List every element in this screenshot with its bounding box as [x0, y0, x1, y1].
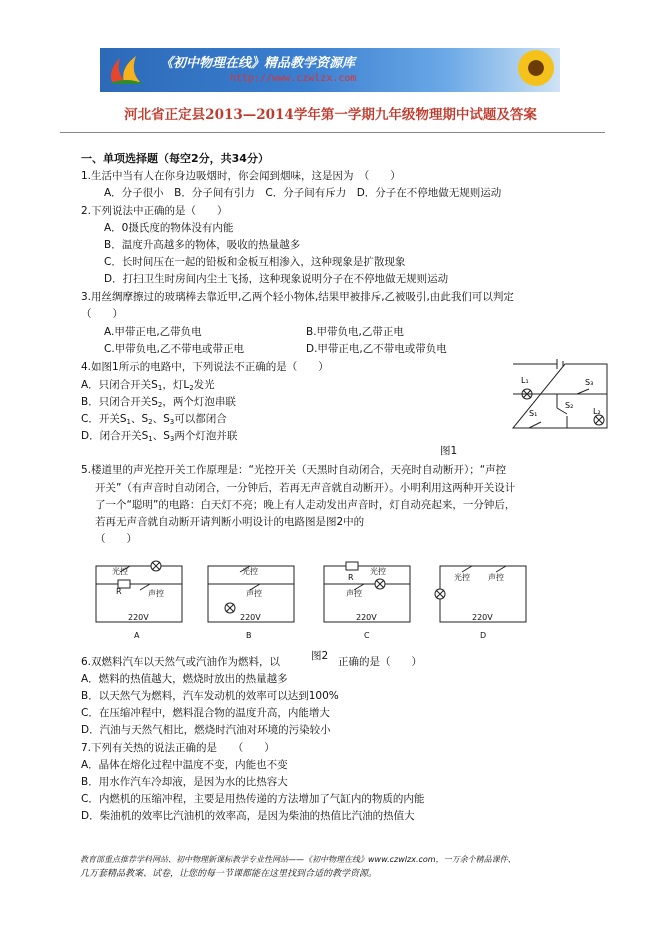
q7-option-b: B．用水作汽车冷却液，是因为水的比热容大: [81, 776, 288, 788]
fig2a-voltage: 220V: [128, 613, 149, 622]
fig2a-r-label: R: [116, 587, 122, 596]
q7-stem: 7.下列有关热的说法正确的是 （ ）: [81, 742, 275, 754]
fig2d-sound-label: 声控: [488, 573, 504, 582]
fig2a-light-label: 光控: [112, 567, 128, 576]
q6-option-d: D．汽油与天然气相比，燃烧时汽油对环境的污染较小: [81, 724, 331, 736]
q4-stem: 4.如图1所示的电路中，下列说法不正确的是（ ）: [81, 361, 329, 373]
q5-paren: （ ）: [95, 533, 137, 545]
fig2c-sound-label: 声控: [346, 589, 362, 598]
q2-option-c: C．长时间压在一起的铅板和金板互相渗入，这种现象是扩散现象: [104, 256, 406, 268]
fig2c-light-label: 光控: [370, 567, 386, 576]
q3-option-b: B.甲带负电,乙带正电: [306, 326, 404, 338]
banner-url[interactable]: http://www.czwlzx.com: [230, 73, 357, 84]
fig2a-sound-label: 声控: [148, 589, 164, 598]
q5-line2: 开关”（有声音时自动闭合，一分钟后，若再无声音就自动断开）。小明利用这两种开关设计: [95, 482, 516, 494]
q4-option-c: C．开关$S_1$、$S_2$、$S_3$可以都闭合: [81, 413, 227, 426]
header-banner: [100, 48, 560, 92]
section-heading: 一、单项选择题（每空2分，共34分）: [81, 152, 269, 165]
document-title: 河北省正定县2013—2014学年第一学期九年级物理期中试题及答案: [124, 107, 537, 123]
figure-1-caption: 图1: [440, 445, 458, 457]
fig1-label-l2: L₂: [593, 407, 601, 416]
q3-option-c: C.甲带负电,乙不带电或带正电: [104, 343, 245, 355]
footer-line-1: 教育部重点推荐学科网站、初中物理新课标教学专业性网站——《初中物理在线》www.czwlzx.com，一万余个精品课件、: [80, 855, 516, 864]
q2-option-b: B．温度升高越多的物体，吸收的热量越多: [104, 239, 301, 251]
fig2b-label: B: [246, 631, 252, 640]
q4-option-a: A．只闭合开关$S_1$，灯$L_2$发光: [81, 379, 215, 392]
fig2d-light-label: 光控: [454, 573, 470, 582]
fig2b-sound-label: 声控: [246, 589, 262, 598]
sunflower-icon: [518, 50, 554, 86]
fig1-label-s1: S₁: [529, 409, 538, 418]
logo-icon: [106, 52, 146, 88]
q6-option-a: A．燃料的热值越大，燃烧时放出的热量越多: [81, 673, 288, 685]
q6-option-c: C．在压缩冲程中，燃料混合物的温度升高，内能增大: [81, 707, 330, 719]
q7-option-c: C．内燃机的压缩冲程，主要是用热传递的方法增加了气缸内的物质的内能: [81, 793, 425, 805]
fig2b-voltage: 220V: [240, 613, 261, 622]
q3-option-a: A.甲带正电,乙带负电: [104, 326, 202, 338]
q6-stem: 6.双燃料汽车以天然气或汽油作为燃料，以: [81, 656, 281, 668]
q1-stem: 1.生活中当有人在你身边吸烟时，你会闻到烟味，这是因为 （ ）: [81, 170, 401, 182]
q7-option-d: D．柴油机的效率比汽油机的效率高，是因为柴油的热值比汽油的热值大: [81, 810, 415, 822]
q2-option-d: D．打扫卫生时房间内尘土飞扬，这种现象说明分子在不停地做无规则运动: [104, 273, 449, 285]
figure-1-circuit: [505, 356, 615, 436]
fig2c-voltage: 220V: [356, 613, 377, 622]
q3-option-d: D.甲带正电,乙不带电或带负电: [306, 343, 447, 355]
q1-options: A．分子很小 B．分子间有引力 C．分子间有斥力 D．分子在不停地做无规则运动: [104, 187, 502, 199]
fig2b-light-label: 光控: [242, 567, 258, 576]
q4-option-d: D．闭合开关$S_1$、$S_3$两个灯泡并联: [81, 430, 238, 443]
q5-line3: 了一个“聪明”的电路：白天灯不亮；晚上有人走动发出声音时，灯自动亮起来，一分钟后，: [95, 499, 516, 511]
footer-line-2: 几万套精品教案、试卷，让您的每一节课都能在这里找到合适的教学资源。: [80, 869, 378, 879]
q2-stem: 2.下列说法中正确的是（ ）: [81, 205, 228, 217]
page-footer: [80, 853, 600, 881]
q6-stem-end: 正确的是（ ）: [338, 656, 422, 668]
q2-option-a: A．0摄氏度的物体没有内能: [104, 222, 234, 234]
fig2a-label: A: [134, 631, 140, 640]
q5-line1: 5.楼道里的声光控开关工作原理是：“光控开关（天黑时自动闭合，天亮时自动断开）；“声控: [81, 464, 507, 476]
fig2d-voltage: 220V: [472, 613, 493, 622]
figure-2-caption: 图2: [311, 650, 329, 662]
q4-option-b: B．只闭合开关$S_2$，两个灯泡串联: [81, 396, 236, 409]
q7-option-a: A．晶体在熔化过程中温度不变，内能也不变: [81, 759, 288, 771]
q5-line4: 若再无声音就自动断开请判断小明设计的电路图是图2中的: [95, 516, 365, 528]
fig2c-label: C: [364, 631, 370, 640]
fig1-label-s2: S₂: [565, 401, 574, 410]
q3-stem-paren: （ ）: [81, 308, 123, 320]
fig1-label-s3: S₃: [585, 378, 594, 387]
fig2c-r-label: R: [348, 573, 354, 582]
fig1-label-l1: L₁: [521, 376, 529, 385]
divider: [60, 132, 605, 133]
fig2d-label: D: [480, 631, 487, 640]
q6-option-b: B．以天然气为燃料，汽车发动机的效率可以达到100%: [81, 690, 339, 702]
q3-stem: 3.用丝绸摩擦过的玻璃棒去靠近甲,乙两个轻小物体,结果甲被排斥,乙被吸引,由此我们可以判定: [81, 291, 514, 303]
banner-title: 《初中物理在线》精品教学资源库: [160, 56, 356, 71]
figure-2-circuits: [90, 560, 530, 642]
